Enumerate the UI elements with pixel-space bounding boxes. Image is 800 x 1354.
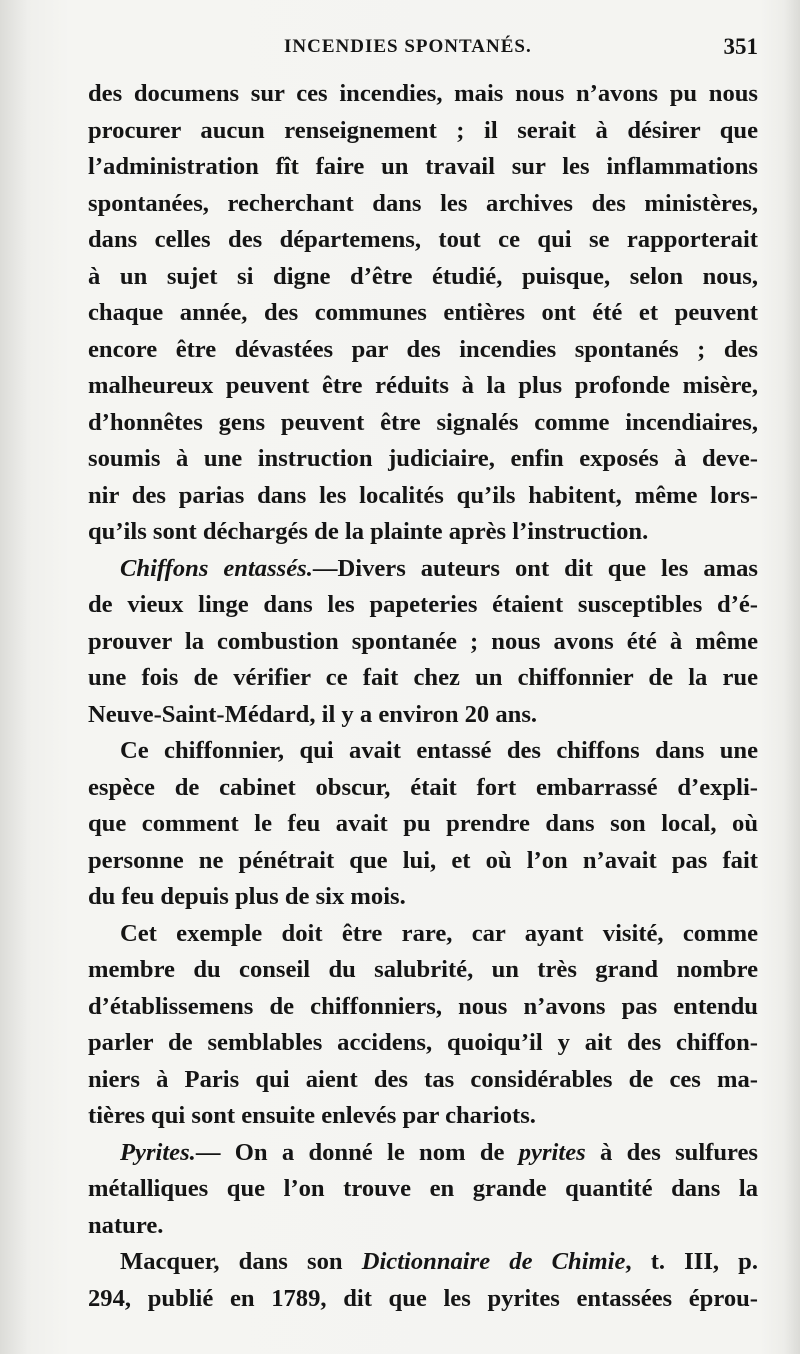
paragraph-chiffons <box>88 551 758 734</box>
text-line: nir des parias dans les localités qu’ils habitent, même lors- <box>88 481 758 509</box>
paragraph-1 <box>88 76 758 551</box>
text-line: du feu depuis plus de six mois. <box>88 883 406 910</box>
text-line: des documens sur ces incendies, mais nous n’avons pu nous <box>88 80 758 107</box>
page-number: 351 <box>723 34 758 59</box>
text-line: personne ne pénétrait que lui, et où l’on n’avait pas fait <box>88 846 758 874</box>
text-line: d’établissemens de chiffonniers, nous n’avons pas entendu <box>88 992 758 1020</box>
text-line: parler de semblables accidens, quoiqu’il y ait des chiffon- <box>88 1029 758 1056</box>
text-line: encore être dévastées par des incendies spontanés ; des <box>88 335 758 363</box>
text-line: que comment le feu avait pu prendre dans son local, où <box>88 810 758 837</box>
text-line: Cet exemple doit être rare, car ayant visité, comme <box>120 919 758 947</box>
paragraph-macquer <box>88 1244 758 1317</box>
text-line: procurer aucun renseignement ; il serait à désirer que <box>88 116 758 144</box>
text-line: à un sujet si digne d’être étudié, puisque, selon nous, <box>88 262 758 290</box>
text-line: 294, publié en 1789, dit que les pyrites entassées éprou- <box>88 1284 758 1312</box>
text-line: Ce chiffonnier, qui avait entassé des chiffons dans une <box>120 737 758 764</box>
text-line: membre du conseil du salubrité, un très grand nombre <box>88 956 758 983</box>
text-line: soumis à une instruction judiciaire, enfin exposés à deve- <box>88 445 758 472</box>
text-run: , t. III, p. <box>625 1248 758 1275</box>
text-run: —Divers auteurs ont dit que les amas <box>312 554 758 582</box>
section-heading-pyrites: Pyrites. <box>120 1138 196 1166</box>
text-line: Neuve-Saint-Médard, il y a environ 20 ans. <box>88 700 538 728</box>
emphasis-term: pyrites <box>518 1138 586 1166</box>
text-line: métalliques que l’on trouve en grande quantité dans la <box>88 1175 758 1202</box>
text-line: tières qui sont ensuite enlevés par chariots. <box>88 1102 536 1129</box>
page-header <box>88 36 758 66</box>
text-line: une fois de vérifier ce fait chez un chiffonnier de la rue <box>88 664 758 691</box>
body-text <box>88 76 758 1317</box>
text-line: nature. <box>88 1211 164 1239</box>
text-line: de vieux linge dans les papeteries étaient susceptibles d’é- <box>88 591 758 618</box>
text-line: chaque année, des communes entières ont été et peuvent <box>88 299 758 326</box>
text-line: l’administration fît faire un travail sur les inflammations <box>88 153 758 180</box>
paragraph-exemple <box>88 916 758 1135</box>
text-line: prouver la combustion spontanée ; nous avons été à même <box>88 627 758 655</box>
text-line: niers à Paris qui aient des tas considérables de ces ma- <box>88 1065 758 1093</box>
scan-edge-shadow <box>784 0 800 1354</box>
text-line: d’honnêtes gens peuvent être signalés comme incendiaires, <box>88 408 758 436</box>
paragraph-pyrites <box>88 1135 758 1245</box>
book-title: Dictionnaire de Chimie <box>361 1248 626 1275</box>
text-run: — On a donné le nom de <box>195 1138 519 1166</box>
text-line: espèce de cabinet obscur, était fort embarrassé d’expli- <box>88 773 758 801</box>
text-line-heading <box>88 551 758 588</box>
section-heading-chiffons: Chiffons entassés. <box>120 554 313 582</box>
paragraph-chiffonnier <box>88 733 758 916</box>
text-line-heading <box>88 1244 758 1281</box>
text-line: spontanées, recherchant dans les archives des ministères, <box>88 189 758 217</box>
text-run: Macquer, dans son <box>120 1248 362 1275</box>
running-head: INCENDIES SPONTANÉS. <box>284 36 532 57</box>
text-line-heading <box>88 1135 758 1172</box>
text-run: à des sulfures <box>585 1138 758 1166</box>
text-line: qu’ils sont déchargés de la plainte après l’instruction. <box>88 518 649 545</box>
text-line: dans celles des départemens, tout ce qui se rapporterait <box>88 226 758 253</box>
text-line: malheureux peuvent être réduits à la plus profonde misère, <box>88 372 758 399</box>
